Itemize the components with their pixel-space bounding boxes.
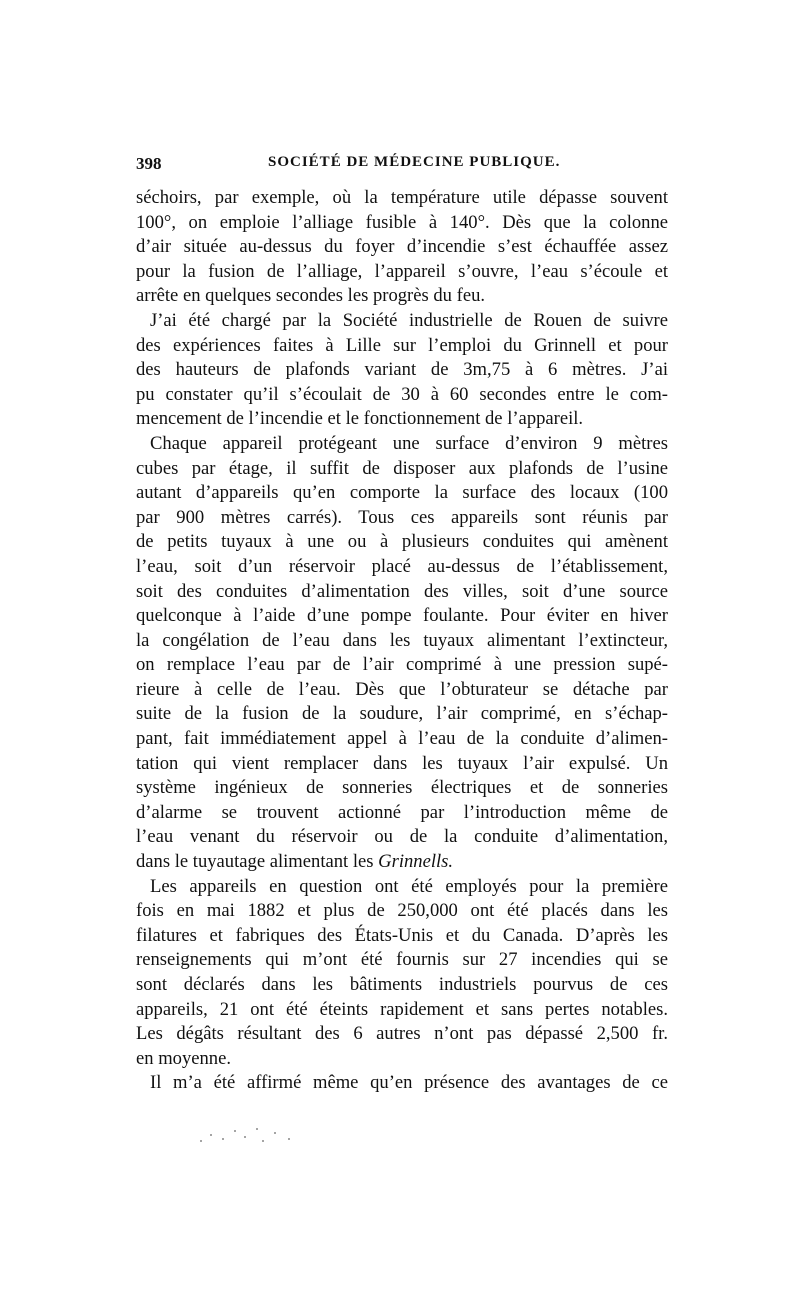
text-line: Les appareils en question ont été employés pour la première (150, 875, 668, 897)
text-line: Chaque appareil protégeant une surface d’environ 9 mètres (150, 432, 668, 454)
text-line: la congélation de l’eau dans les tuyaux alimentant l’extincteur, (136, 629, 668, 651)
text-line: de petits tuyaux à une ou à plusieurs conduites qui amènent (136, 531, 668, 553)
running-head: SOCIÉTÉ DE MÉDECINE PUBLIQUE. (268, 154, 561, 170)
text-line: d’alarme se trouvent actionné par l’introduction même de (136, 801, 668, 823)
text-line: arrête en quelques secondes les progrès du feu. (136, 285, 486, 307)
print-specks (196, 1122, 306, 1152)
text-fragment: dans le tuyautage alimentant les (136, 851, 374, 873)
page-number: 398 (136, 154, 162, 173)
text-line: filatures et fabriques des États-Unis et du Canada. D’après les (136, 924, 668, 946)
text-line: rieure à celle de l’eau. Dès que l’obturateur se détache par (136, 678, 668, 700)
text-line: l’eau venant du réservoir ou de la conduite d’alimentation, (136, 826, 668, 848)
text-line: quelconque à l’aide d’une pompe foulante. Pour éviter en hiver (136, 605, 668, 627)
text-line: tation qui vient remplacer dans les tuyaux l’air expulsé. Un (136, 752, 668, 774)
text-line: 100°, on emploie l’alliage fusible à 140°. Dès que la colonne (136, 211, 668, 233)
text-line: on remplace l’eau par de l’air comprimé à une pression supé- (136, 654, 668, 676)
text-line: mencement de l’incendie et le fonctionnement de l’appareil. (136, 408, 584, 430)
text-line: pant, fait immédiatement appel à l’eau de la conduite d’alimen- (136, 728, 668, 750)
text-line: autant d’appareils qu’en comporte la surface des locaux (100 (136, 482, 668, 504)
text-line-with-italic (136, 850, 668, 875)
text-line: cubes par étage, il suffit de disposer aux plafonds de l’usine (136, 457, 668, 479)
body-text (136, 186, 668, 1096)
text-line: renseignements qui m’ont été fournis sur 27 incendies qui se (136, 949, 668, 971)
text-line: Il m’a été affirmé même qu’en présence des avantages de ce (150, 1072, 668, 1094)
text-line: soit des conduites d’alimentation des villes, soit d’une source (136, 580, 668, 602)
text-line: des hauteurs de plafonds variant de 3m,75 à 6 mètres. J’ai (136, 359, 668, 381)
text-line: séchoirs, par exemple, où la température utile dépasse souvent (136, 187, 668, 208)
text-line: Les dégâts résultant des 6 autres n’ont pas dépassé 2,500 fr. (136, 1023, 668, 1045)
text-line: système ingénieux de sonneries électriques et de sonneries (136, 777, 668, 799)
text-line: en moyenne. (136, 1047, 232, 1069)
text-line: appareils, 21 ont été éteints rapidement et sans pertes notables. (136, 998, 668, 1020)
page-header (136, 154, 668, 178)
text-line: sont déclarés dans les bâtiments industriels pourvus de ces (136, 974, 668, 995)
text-line: d’air située au-dessus du foyer d’incendie s’est échauffée assez (136, 236, 668, 258)
text-line: suite de la fusion de la soudure, l’air comprimé, en s’échap- (136, 703, 668, 725)
text-line: J’ai été chargé par la Société industrielle de Rouen de suivre (150, 309, 668, 331)
text-line: des expériences faites à Lille sur l’emploi du Grinnell et pour (136, 334, 668, 356)
text-line: l’eau, soit d’un réservoir placé au-dessus de l’établissement, (136, 555, 668, 577)
text-line: pour la fusion de l’alliage, l’appareil s’ouvre, l’eau s’écoule et (136, 260, 668, 282)
text-line: fois en mai 1882 et plus de 250,000 ont été placés dans les (136, 900, 668, 922)
text-line: pu constater qu’il s’écoulait de 30 à 60 secondes entre le com- (136, 383, 668, 405)
text-line: par 900 mètres carrés). Tous ces appareils sont réunis par (136, 506, 668, 528)
italic-word: Grinnells. (378, 851, 454, 873)
